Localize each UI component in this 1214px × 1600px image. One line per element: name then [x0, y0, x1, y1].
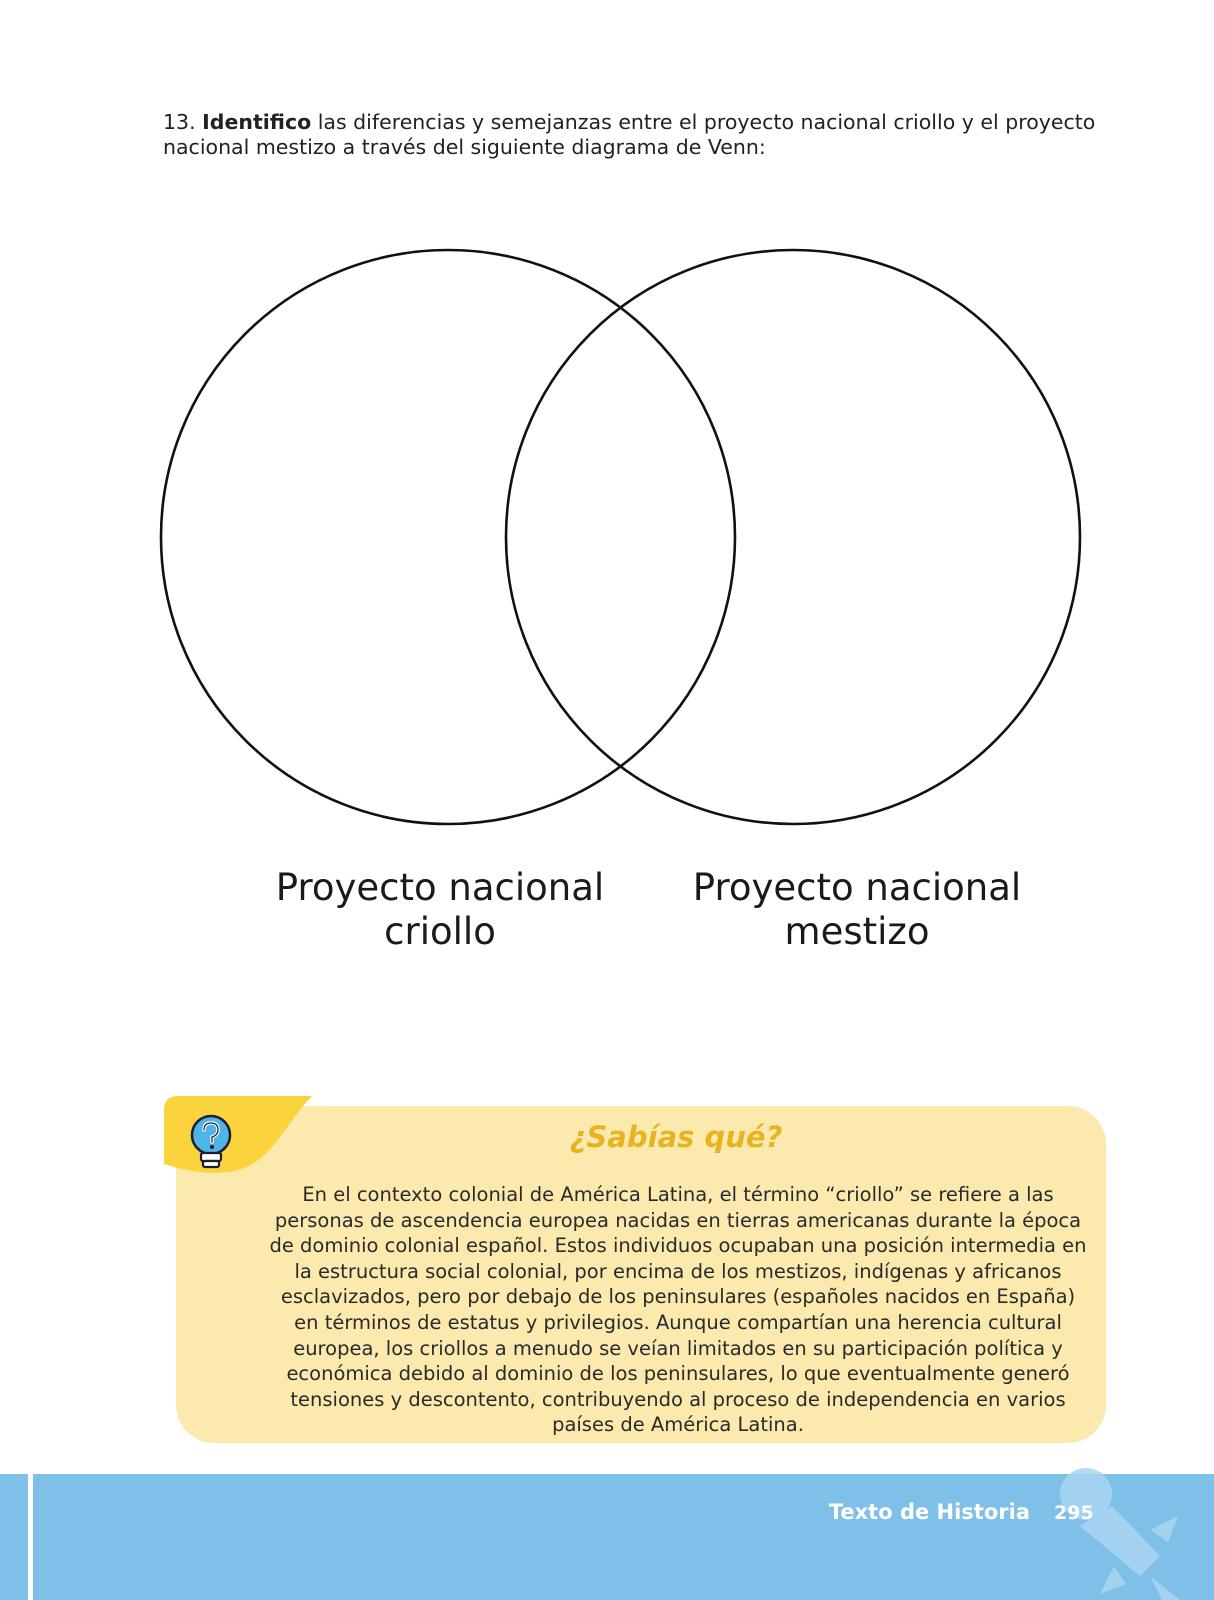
- page-number: 295: [1054, 1502, 1094, 1524]
- footer-book-title: Texto de Historia: [828, 1500, 1030, 1524]
- exercise-verb: Identifico: [202, 110, 312, 134]
- venn-circle-left[interactable]: [161, 250, 735, 824]
- did-you-know-body: En el contexto colonial de América Latina, el término “criollo” se refiere a las personas de ascendencia europea nacidas en tierras americanas durante la época de dominio colonial español. Estos individuos ocupaban una posición intermedia en la estructura social colonial, por encima de los mestizos, indígenas y africanos esclavizados, pero por debajo de los peninsulares (españoles nacidos en España) en términos de estatus y privilegios. Aunque compartían una herencia cultural europea, los criollos a menudo se veían limitados en su participación política y económica debido al dominio de los peninsulares, lo que eventualmente generó tensiones y descontento, contribuyendo al proceso de independencia en varios países de América Latina.: [269, 1183, 1087, 1437]
- footer-band: [0, 1474, 1214, 1600]
- venn-label-mestizo: [667, 866, 1047, 954]
- venn-label-criollo-line1: Proyecto nacional: [275, 866, 605, 909]
- venn-label-mestizo-line1: Proyecto nacional: [692, 866, 1022, 909]
- exercise-text: las diferencias y semejanzas entre el proyecto nacional criollo y el proyecto nacional mestizo a través del siguiente diagrama de Venn:: [163, 110, 1096, 159]
- footer-stripe: [28, 1474, 33, 1600]
- exercise-number: 13.: [163, 110, 196, 134]
- did-you-know-title: ¿Sabías qué?: [569, 1120, 783, 1154]
- venn-label-mestizo-line2: mestizo: [784, 910, 930, 953]
- venn-label-criollo: [250, 866, 630, 954]
- venn-circle-right[interactable]: [506, 250, 1080, 824]
- venn-label-criollo-line2: criollo: [384, 910, 496, 953]
- rocket-icon: [1050, 1466, 1190, 1600]
- exercise-instruction: [163, 110, 1103, 160]
